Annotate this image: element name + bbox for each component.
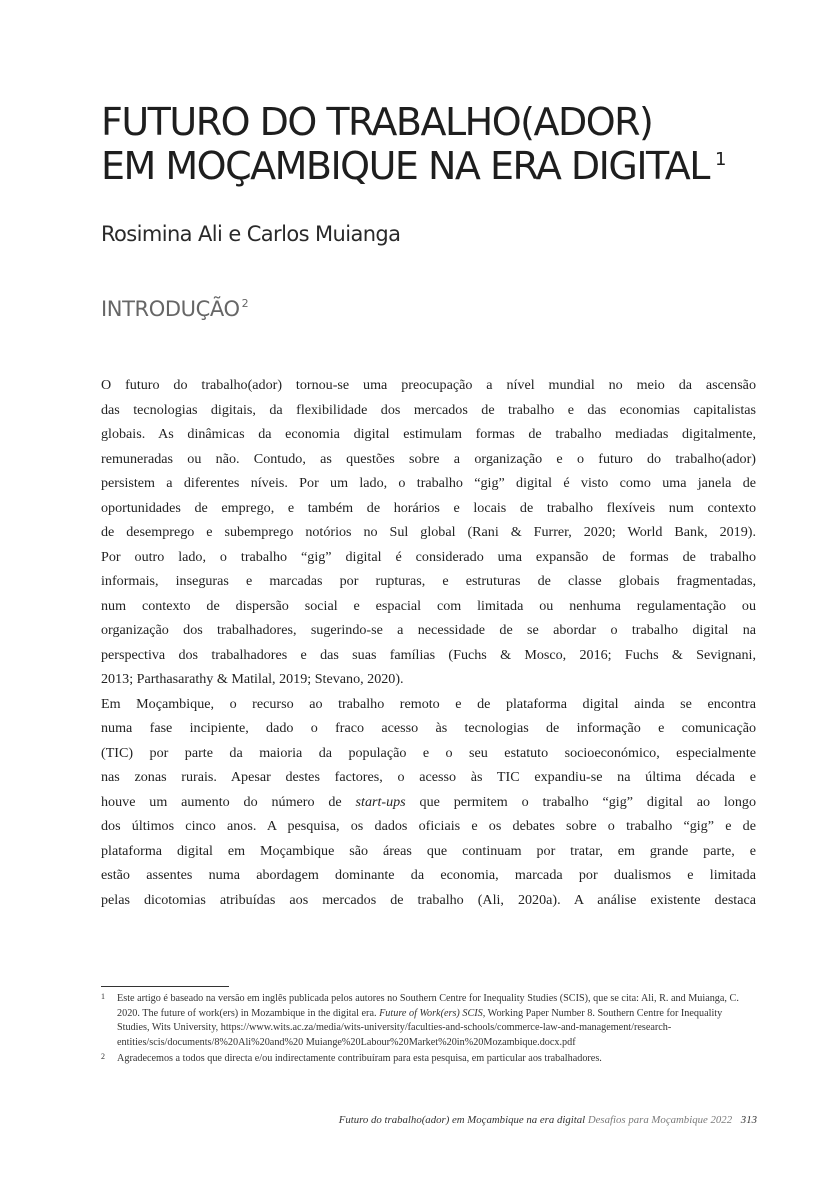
text-line: 2013; Parthasarathy & Matilal, 2019; Stevano, 2020). (101, 671, 404, 687)
section-heading (101, 297, 248, 321)
title-line-1: FUTURO DO TRABALHO(ADOR) (101, 100, 653, 144)
text-line: estão assentes numa abordagem dominante da economia, marcada por dualismos e limitada (101, 867, 756, 883)
text-line: oportunidades de emprego, e também de horários e locais de trabalho flexíveis num contexto (101, 499, 756, 516)
text-segment: que permitem o trabalho “gig” digital ao longo (405, 793, 756, 810)
footnote-number: 1 (101, 992, 105, 1001)
footnote-2 (101, 1052, 756, 1067)
section-footnote-ref[interactable]: 2 (241, 297, 249, 310)
italic-term: start-ups (355, 793, 406, 810)
text-line: remuneradas ou não. Contudo, as questões sobre a organização e o futuro do trabalho(ador) (101, 450, 756, 467)
text-line: Em Moçambique, o recurso ao trabalho remoto e de plataforma digital ainda se encontra (101, 695, 756, 712)
text-line: numa fase incipiente, dado o fraco acesso às tecnologias de informação e comunicação (101, 720, 756, 736)
text-line: Por outro lado, o trabalho “gig” digital é considerado uma expansão de formas de trabalho (101, 548, 756, 565)
authors: Rosimina Ali e Carlos Muianga (101, 222, 401, 246)
text-line: (TIC) por parte da maioria da população e o seu estatuto socioeconómico, especialmente (101, 744, 756, 761)
book-title: Desafios para Moçambique 2022 (587, 1114, 733, 1126)
footnote-separator (101, 986, 229, 987)
text-line: dos últimos cinco anos. A pesquisa, os dados oficiais e os debates sobre o trabalho “gig” e de (101, 818, 756, 834)
title-footnote-ref[interactable]: 1 (714, 149, 727, 170)
footnote-text-segment: Working Paper Number 8. Southern Centre for Inequality Studies, Wits University, https://www.wits.ac.za/media/wits-university/faculties-and-schools/commerce-law-and-management/research-entities/scis/documents/8%20Ali%20and%20 Muiange%20Labour%20Market%20in%20Mozambique.docx.pdf (117, 1007, 723, 1048)
text-line: globais. As dinâmicas da economia digital estimulam formas de trabalho mediadas digitalmente, (101, 426, 756, 442)
page-footer (339, 1114, 757, 1126)
footnote-text: Agradecemos a todos que directa e/ou indirectamente contribuíram para esta pesquisa, em particular aos trabalhadores. (117, 1053, 602, 1064)
footnote-text (117, 992, 756, 1050)
running-title: Futuro do trabalho(ador) em Moçambique na era digital (338, 1114, 586, 1126)
footnote-italic-title: Future of Work(ers) SCIS, (379, 1007, 486, 1019)
title-line-2: EM MOÇAMBIQUE NA ERA DIGITAL (101, 144, 709, 188)
text-line: informais, inseguras e marcadas por rupturas, e estruturas de classe globais fragmentadas, (101, 573, 756, 589)
text-line: pelas dicotomias atribuídas aos mercados de trabalho (Ali, 2020a). A análise existente destaca (101, 891, 756, 908)
text-line: de desemprego e subemprego notórios no Sul global (Rani & Furrer, 2020; World Bank, 2019). (101, 524, 756, 540)
section-heading-text: INTRODUÇÃO (101, 297, 240, 321)
text-line: perspectiva dos trabalhadores e das suas famílias (Fuchs & Mosco, 2016; Fuchs & Sevignani, (101, 646, 756, 663)
footnotes (101, 992, 756, 1069)
footnote-number: 2 (101, 1052, 105, 1061)
text-line: O futuro do trabalho(ador) tornou-se uma preocupação a nível mundial no meio da ascensão (101, 377, 756, 393)
page-number: 313 (740, 1114, 757, 1126)
text-line: plataforma digital em Moçambique são áreas que continuam por tratar, em grande parte, e (101, 842, 756, 859)
text-line: num contexto de dispersão social e espacial com limitada ou nenhuma regulamentação ou (101, 597, 756, 614)
text-segment: houve um aumento do número de (101, 793, 356, 810)
footnote-1 (101, 992, 756, 1050)
text-line: organização dos trabalhadores, sugerindo-se a necessidade de se abordar o trabalho digital na (101, 622, 756, 638)
text-line: nas zonas rurais. Apesar destes factores, o acesso às TIC expandiu-se na última década e (101, 769, 756, 785)
body-text (101, 373, 756, 912)
chapter-title (101, 100, 741, 196)
text-line: das tecnologias digitais, da flexibilidade dos mercados de trabalho e das economias capitalistas (101, 401, 756, 418)
paragraph-2 (101, 692, 756, 913)
footnote-text-segment: Este artigo é baseado na versão em inglês publicada pelos autores no Southern Centre for Inequality Studies (SCIS), que se cita: Ali, R. and Muianga, C. 2020. The future of work(ers) in Mozambique in the digital era. (117, 993, 739, 1019)
text-line: persistem a diferentes níveis. Por um lado, o trabalho “gig” digital é visto como uma janela de (101, 475, 756, 491)
paragraph-1 (101, 373, 756, 692)
text-line (101, 790, 756, 815)
